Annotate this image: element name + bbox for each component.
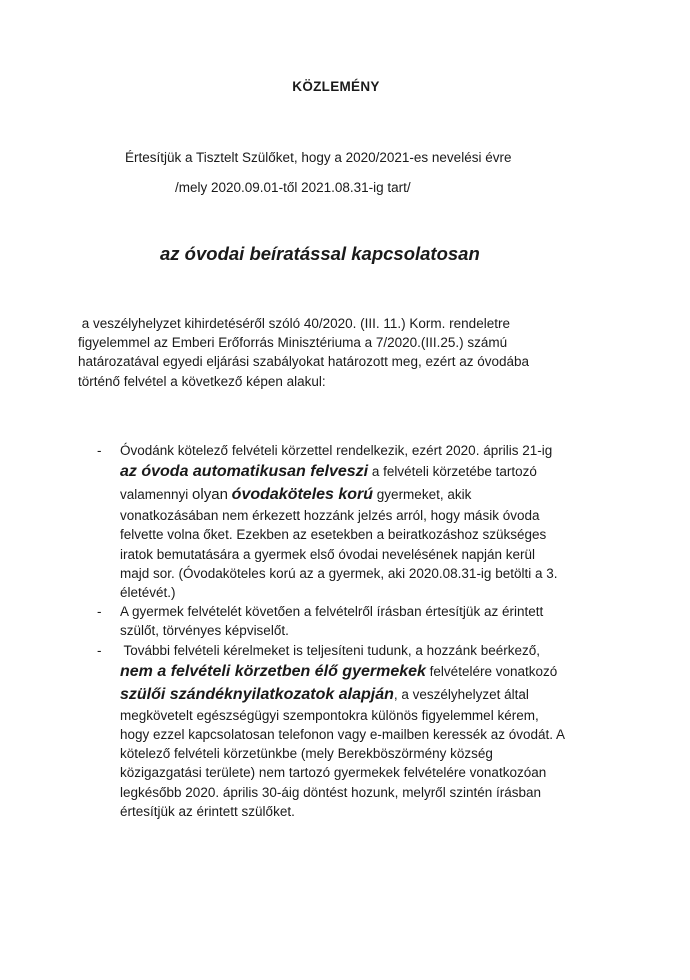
bullet-line (120, 660, 660, 683)
bullet-line: majd sor. (Óvodaköteles korú az a gyermek, aki 2020.08.31-ig betölti a 3. (120, 565, 558, 581)
bullet-dash: - (97, 443, 102, 458)
bullet-line: További felvételi kérelmeket is teljesíteni tudunk, a hozzánk beérkező, (120, 642, 540, 658)
bullet-line: Óvodánk kötelező felvételi körzettel rendelkezik, ezért 2020. április 21-ig (120, 443, 553, 458)
bullet-text (120, 441, 660, 602)
bullet-item-further-requests (0, 641, 690, 821)
paragraph-line: határozatával egyedi eljárási szabályokat határozott meg, ezért az óvodába (78, 354, 530, 370)
intro-paragraph (78, 314, 598, 391)
bullet-line (120, 483, 660, 506)
bullet-line-rest: felvételére vonatkozó (425, 663, 558, 679)
bullet-line (120, 460, 660, 483)
emphasis-text: nem a felvételi körzetben élő gyermekek (120, 662, 426, 680)
bullet-list (0, 441, 690, 821)
intro-line-2: /mely 2020.09.01-től 2021.08.31-ig tart/ (175, 180, 411, 195)
bullet-item-automatic-admission (0, 441, 690, 602)
bullet-line: életévét.) (120, 585, 176, 601)
bullet-dash: - (97, 604, 102, 620)
bullet-line: értesítjük az érintett szülőket. (120, 803, 295, 819)
bullet-line: felvette volna őket. Ezekben az esetekben a beiratkozáshoz szükséges (120, 527, 547, 543)
paragraph-line: figyelemmel az Emberi Erőforrás Minisztériuma a 7/2020.(III.25.) számú (78, 335, 508, 351)
bullet-line: megkövetelt egészségügyi szempontokra különös figyelemmel kérem, (120, 707, 539, 723)
bullet-line: vonatkozásában nem érkezett hozzánk jelzés arról, hogy másik óvoda (120, 508, 540, 524)
bullet-line: kötelező felvételi körzetünkbe (mely Berekböszörmény község (120, 746, 493, 762)
bullet-text (120, 602, 660, 640)
paragraph-line: történő felvétel a következő képen alakul: (78, 373, 326, 389)
intro-line-1: Értesítjük a Tisztelt Szülőket, hogy a 2020/2021-es nevelési évre (125, 150, 512, 165)
bullet-line-pre: valamennyi (120, 487, 193, 503)
emphasis-text: az óvoda automatikusan felveszi (120, 463, 369, 481)
document-title: KÖZLEMÉNY (292, 79, 380, 94)
bullet-dash: - (97, 642, 102, 658)
bullet-item-notification (0, 602, 690, 640)
bullet-line: iratok bemutatására a gyermek első óvodai nevelésének napján kerül (120, 546, 535, 562)
bullet-line: legkésőbb 2020. április 30-áig döntést hozunk, melyről szintén írásban (120, 784, 541, 800)
bullet-line-rest: , a veszélyhelyzet által (393, 686, 529, 702)
emphasis-text: óvodaköteles korú (231, 486, 374, 504)
bullet-line-rest: a felvételi körzetébe tartozó (368, 464, 537, 480)
bullet-line: hogy ezzel kapcsolatosan telefonon vagy e-mailben keressék az óvodát. A (120, 727, 566, 743)
bullet-word-olyan: olyan (192, 486, 228, 504)
bullet-line-rest: gyermeket, akik (373, 487, 472, 503)
paragraph-line: a veszélyhelyzet kihirdetéséről szóló 40/2020. (III. 11.) Korm. rendeletre (78, 316, 510, 331)
emphasis-text: szülői szándéknyilatkozatok alapján (120, 685, 394, 703)
bullet-line: A gyermek felvételét követően a felvételről írásban értesítjük az érintett (120, 604, 544, 620)
document-subtitle: az óvodai beíratással kapcsolatosan (160, 243, 480, 264)
bullet-line (120, 683, 660, 706)
bullet-line: szülőt, törvényes képviselőt. (120, 623, 289, 639)
bullet-line: közigazgatási területe) nem tartozó gyermekek felvételére vonatkozóan (120, 765, 547, 781)
bullet-text (120, 641, 660, 821)
